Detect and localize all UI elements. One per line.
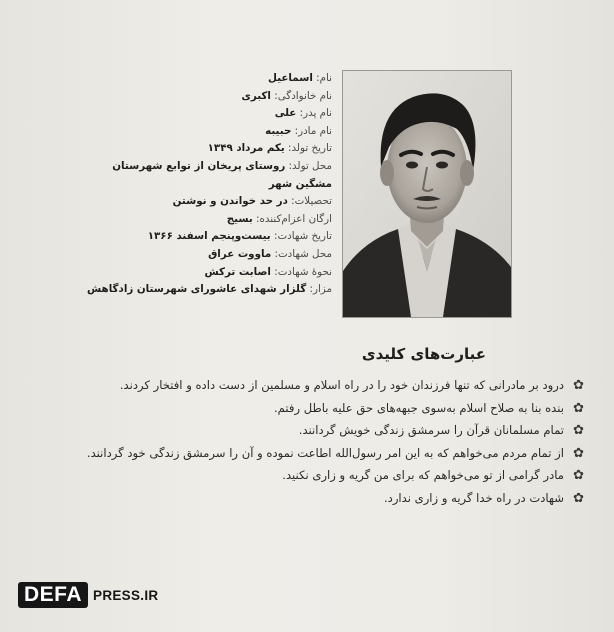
bio-value: اسماعیل	[268, 72, 313, 84]
phrase-text: مادر گرامی از تو می‌خواهم که برای من گریه و زاری نکنید.	[282, 468, 564, 483]
bio-value: گلزار شهدای عاشورای شهرستان زادگاهش	[87, 283, 307, 296]
bio-value: ماووت عراق	[208, 247, 272, 260]
bio-label: محل تولد:	[288, 159, 332, 172]
bio-row-martyrdom-manner	[92, 264, 332, 282]
phrase-text: تمام مسلمانان قرآن را سرمشق زندگی خویش گردانند.	[298, 423, 564, 438]
bio-row-burial-place	[87, 281, 332, 299]
bio-label: نام خانوادگی:	[274, 89, 332, 102]
flower-bullet-icon: ✿	[573, 423, 584, 439]
phrase-text: شهادت در راه خدا گریه و زاری ندارد.	[383, 490, 564, 505]
list-item	[24, 442, 584, 465]
bio-label: مزار:	[309, 283, 332, 296]
list-item	[24, 464, 584, 487]
bio-label: تاریخ شهادت:	[273, 230, 332, 243]
watermark-site: PRESS.IR	[93, 587, 159, 603]
flower-bullet-icon: ✿	[573, 378, 584, 393]
bio-label: نام مادر:	[294, 124, 332, 137]
bio-value: روستای پریخان از توابع شهرستان مشگین شهر	[112, 159, 332, 190]
bio-value: علی	[274, 107, 297, 120]
bio-row-father-name	[92, 105, 332, 123]
flower-bullet-icon: ✿	[573, 468, 584, 484]
bio-value: یکم مرداد ۱۳۴۹	[207, 142, 285, 155]
bio-value: اصابت ترکش	[204, 265, 271, 278]
bio-row-birth-place	[92, 158, 332, 193]
list-item	[24, 487, 584, 510]
bio-label: نام:	[316, 72, 332, 84]
bio-value: در حد خواندن و نوشتن	[172, 195, 288, 208]
bio-value: بسیج	[226, 212, 253, 225]
bio-row-birth-date	[92, 140, 332, 158]
key-phrases-heading: عبارت‌های کلیدی	[361, 345, 486, 363]
phrase-text: از تمام مردم می‌خواهم که به این امر رسول‌الله اطاعت نموده و آن را سرمشق زندگی خود گردانند.	[86, 445, 564, 460]
bio-row-mother-name	[92, 123, 332, 141]
flower-bullet-icon: ✿	[573, 400, 584, 416]
portrait-illustration	[343, 71, 511, 317]
key-phrases-list	[24, 374, 584, 510]
bio-row-first-name	[92, 70, 332, 88]
martyr-biography	[87, 70, 332, 299]
list-item	[24, 374, 584, 397]
defapress-watermark-logo	[18, 582, 158, 608]
bio-row-dispatching-organ	[92, 211, 332, 229]
bio-label: تاریخ تولد:	[288, 142, 332, 155]
flower-bullet-icon: ✿	[573, 490, 584, 506]
bio-value: حبیبه	[265, 124, 292, 137]
bio-row-last-name	[92, 88, 332, 106]
watermark-brand: DEFA	[18, 582, 88, 608]
bio-label: محل شهادت:	[274, 247, 332, 260]
bio-label: نام پدر:	[299, 107, 332, 120]
bio-row-martyrdom-date	[92, 228, 332, 246]
list-item	[24, 419, 584, 442]
martyr-portrait-photo	[342, 70, 512, 318]
phrase-text: بنده بنا به صلاح اسلام به‌سوی جبهه‌های حق علیه باطل رفتم.	[274, 400, 564, 415]
bio-label: ارگان اعزام‌کننده:	[255, 212, 332, 225]
bio-value: بیست‌وپنجم اسفند ۱۳۶۶	[147, 230, 271, 243]
bio-label: نحوهٔ شهادت:	[274, 265, 332, 278]
phrase-text: درود بر مادرانی که تنها فرزندان خود را در راه اسلام و مسلمین از دست داده و افتخار کردند.	[119, 378, 564, 392]
flower-bullet-icon: ✿	[573, 445, 584, 461]
bio-label: تحصیلات:	[291, 195, 332, 208]
bio-row-martyrdom-place	[92, 246, 332, 264]
bio-row-education	[92, 193, 332, 211]
bio-value: اکبری	[241, 89, 271, 102]
list-item	[24, 397, 584, 420]
